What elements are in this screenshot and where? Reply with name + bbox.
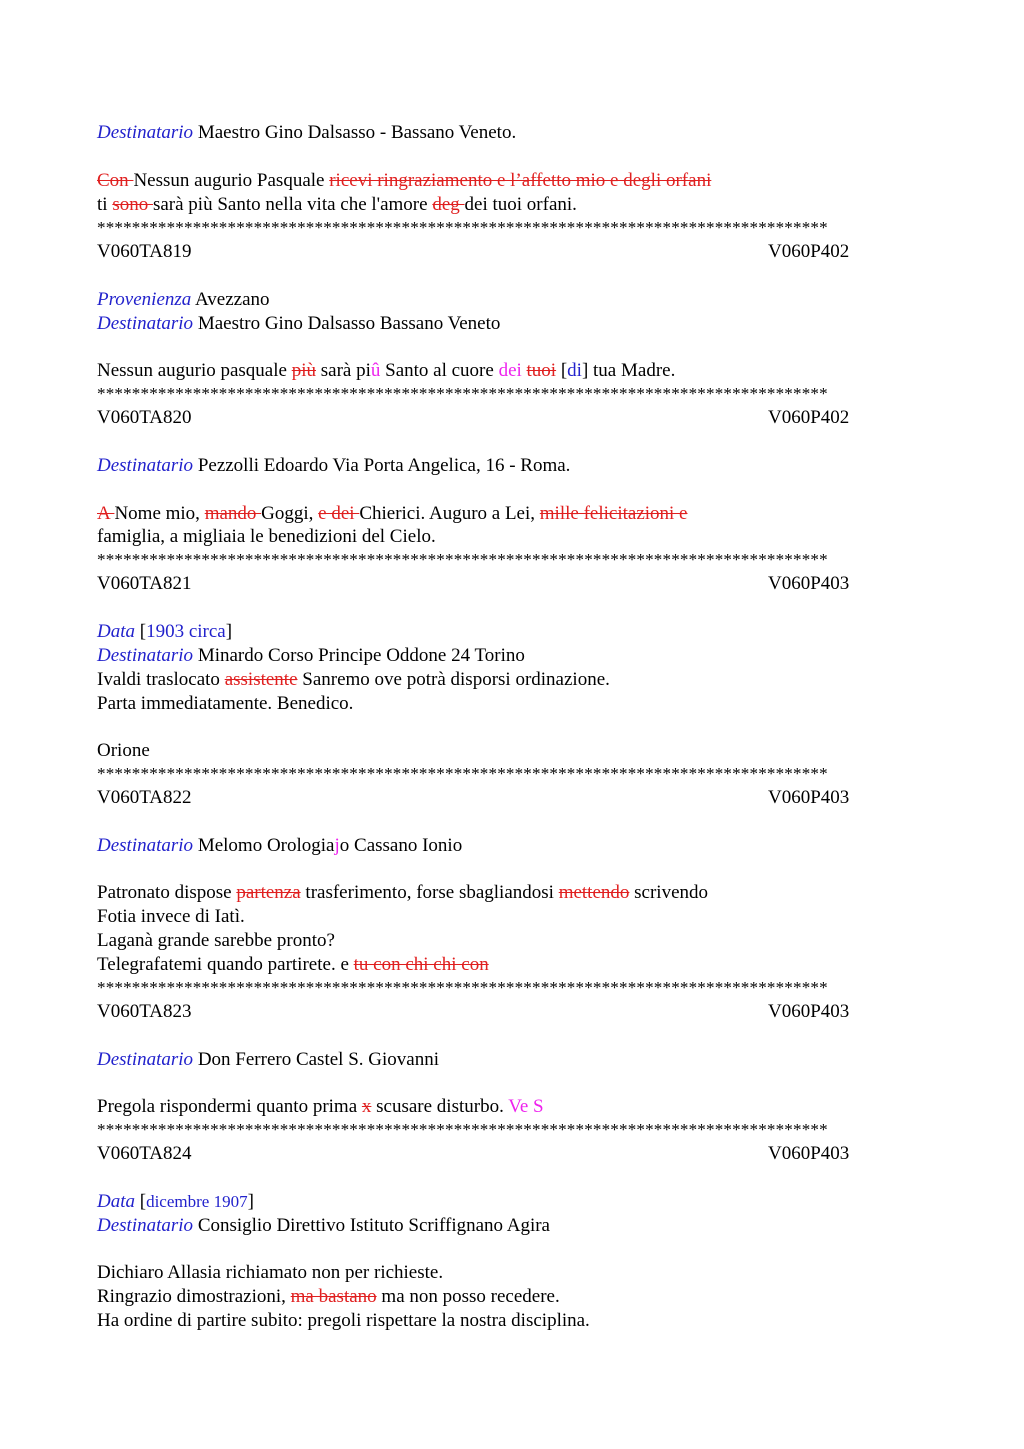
text-line xyxy=(97,1095,544,1119)
text: scrivendo xyxy=(629,882,709,903)
recipient-label: Destinatario xyxy=(97,1215,194,1236)
record-id: V060TA821 xyxy=(97,573,192,594)
page-id: V060P403 xyxy=(768,1001,850,1022)
record-id: V060TA819 xyxy=(97,241,192,262)
text-line: Dichiaro Allasia richiamato non per richieste. xyxy=(97,1262,444,1283)
text-line xyxy=(97,193,577,217)
date-label: Data xyxy=(97,1191,135,1212)
text: Patronato dispose xyxy=(97,882,237,903)
separator: ************************************************************************************ xyxy=(97,385,828,403)
origin-line xyxy=(97,288,270,312)
date-line xyxy=(97,1190,254,1214)
added-text: û xyxy=(370,360,381,381)
deleted-text: x xyxy=(361,1096,372,1117)
text: Telegrafatemi quando partirete. e xyxy=(97,954,354,975)
recipient-value: Pezzolli Edoardo Via Porta Angelica, 16 - Roma. xyxy=(197,455,571,476)
record-codes xyxy=(0,1142,1024,1166)
date-value: dicembre 1907 xyxy=(146,1192,248,1211)
text: ] tua Madre. xyxy=(581,360,676,381)
recipient-line xyxy=(97,644,525,668)
recipient-value: o Cassano Ionio xyxy=(339,835,463,856)
record-codes xyxy=(0,406,1024,430)
page-id: V060P403 xyxy=(768,1143,850,1164)
text-line: famiglia, a migliaia le benedizioni del Cielo. xyxy=(97,526,436,547)
text: Nome mio, xyxy=(114,503,205,524)
text: Nessun augurio Pasquale xyxy=(133,170,330,191)
deleted-text: più xyxy=(291,360,316,381)
text: scusare disturbo. xyxy=(371,1096,509,1117)
recipient-label: Destinatario xyxy=(97,645,194,666)
record-id: V060TA824 xyxy=(97,1143,192,1164)
text-line xyxy=(97,881,708,905)
record-codes xyxy=(0,786,1024,810)
deleted-text: sono xyxy=(112,194,153,215)
text-line xyxy=(97,668,610,692)
page-id: V060P402 xyxy=(768,407,850,428)
text-line: Ha ordine di partire subito: pregoli rispettare la nostra disciplina. xyxy=(97,1310,590,1331)
record-id: V060TA822 xyxy=(97,787,192,808)
deleted-text: tuoi xyxy=(526,360,557,381)
record-id: V060TA823 xyxy=(97,1001,192,1022)
record-codes xyxy=(0,240,1024,264)
date-bracket: [ xyxy=(139,1191,147,1212)
added-text: Ve S xyxy=(508,1096,544,1117)
separator: ************************************************************************************ xyxy=(97,219,828,237)
text: Nessun augurio pasquale xyxy=(97,360,292,381)
text-line: Parta immediatamente. Benedico. xyxy=(97,693,354,714)
separator: ************************************************************************************ xyxy=(97,765,828,783)
recipient-line xyxy=(97,121,516,145)
page-id: V060P403 xyxy=(768,787,850,808)
editorial-insertion: di xyxy=(567,360,582,381)
text: sarà pi xyxy=(316,360,371,381)
record-codes xyxy=(0,1000,1024,1024)
deleted-text: mando xyxy=(204,503,262,524)
date-label: Data xyxy=(97,621,135,642)
deleted-text: e dei xyxy=(318,503,360,524)
text: dei tuoi orfani. xyxy=(464,194,577,215)
text-line xyxy=(97,1285,560,1309)
deleted-text: mettendo xyxy=(558,882,630,903)
date-bracket: [ xyxy=(139,621,147,642)
separator: ************************************************************************************ xyxy=(97,551,828,569)
recipient-line xyxy=(97,312,500,336)
added-text: dei xyxy=(498,360,522,381)
separator: ************************************************************************************ xyxy=(97,979,828,997)
text-line xyxy=(97,359,675,383)
recipient-value: Don Ferrero Castel S. Giovanni xyxy=(197,1049,439,1070)
recipient-line xyxy=(97,1214,550,1238)
text-line xyxy=(97,169,711,193)
recipient-line xyxy=(97,1048,439,1072)
recipient-label: Destinatario xyxy=(97,455,194,476)
text: [ xyxy=(556,360,568,381)
text: Ringrazio dimostrazioni, xyxy=(97,1286,291,1307)
deleted-text: tu con chi chi con xyxy=(353,954,489,975)
record-codes xyxy=(0,572,1024,596)
text: Sanremo ove potrà disporsi ordinazione. xyxy=(297,669,610,690)
text: ti xyxy=(97,194,113,215)
page-id: V060P402 xyxy=(768,241,850,262)
deleted-text: A xyxy=(97,503,115,524)
recipient-label: Destinatario xyxy=(97,835,194,856)
recipient-label: Destinatario xyxy=(97,313,194,334)
text: sarà più Santo nella vita che l'amore xyxy=(152,194,433,215)
deleted-text: deg xyxy=(432,194,465,215)
date-bracket: ] xyxy=(247,1191,254,1212)
text: ma non posso recedere. xyxy=(376,1286,560,1307)
text-line xyxy=(97,953,489,977)
recipient-label: Destinatario xyxy=(97,122,194,143)
text: Ivaldi traslocato xyxy=(97,669,225,690)
deleted-text: partenza xyxy=(236,882,301,903)
deleted-text: ricevi ringraziamento e l’affetto mio e degli orfani xyxy=(329,170,712,191)
record-id: V060TA820 xyxy=(97,407,192,428)
text: Pregola rispondermi quanto prima xyxy=(97,1096,362,1117)
text-line: Laganà grande sarebbe pronto? xyxy=(97,930,335,951)
origin-value: Avezzano xyxy=(194,289,270,310)
page-id: V060P403 xyxy=(768,573,850,594)
text: Santo al cuore xyxy=(380,360,499,381)
deleted-text: Con xyxy=(97,170,134,191)
signature: Orione xyxy=(97,740,150,761)
text: Goggi, xyxy=(261,503,319,524)
deleted-text: ma bastano xyxy=(290,1286,377,1307)
deleted-text: assistente xyxy=(224,669,298,690)
text-line xyxy=(97,502,688,526)
separator: ************************************************************************************ xyxy=(97,1121,828,1139)
deleted-text: mille felicitazioni e xyxy=(539,503,688,524)
recipient-value: Maestro Gino Dalsasso Bassano Veneto xyxy=(197,313,501,334)
date-bracket: ] xyxy=(225,621,233,642)
recipient-value: Melomo Orologia xyxy=(197,835,335,856)
recipient-label: Destinatario xyxy=(97,1049,194,1070)
recipient-value: Maestro Gino Dalsasso - Bassano Veneto. xyxy=(197,122,517,143)
text: trasferimento, forse sbagliandosi xyxy=(300,882,559,903)
recipient-line xyxy=(97,834,462,858)
text: Chierici. Auguro a Lei, xyxy=(359,503,540,524)
added-text: j xyxy=(334,835,340,856)
recipient-value: Minardo Corso Principe Oddone 24 Torino xyxy=(197,645,525,666)
date-value: 1903 circa xyxy=(146,621,226,642)
date-line xyxy=(97,620,232,644)
text-line: Fotia invece di Iatì. xyxy=(97,906,245,927)
recipient-line xyxy=(97,454,570,478)
origin-label: Provenienza xyxy=(97,289,192,310)
recipient-value: Consiglio Direttivo Istituto Scriffignano Agira xyxy=(197,1215,550,1236)
